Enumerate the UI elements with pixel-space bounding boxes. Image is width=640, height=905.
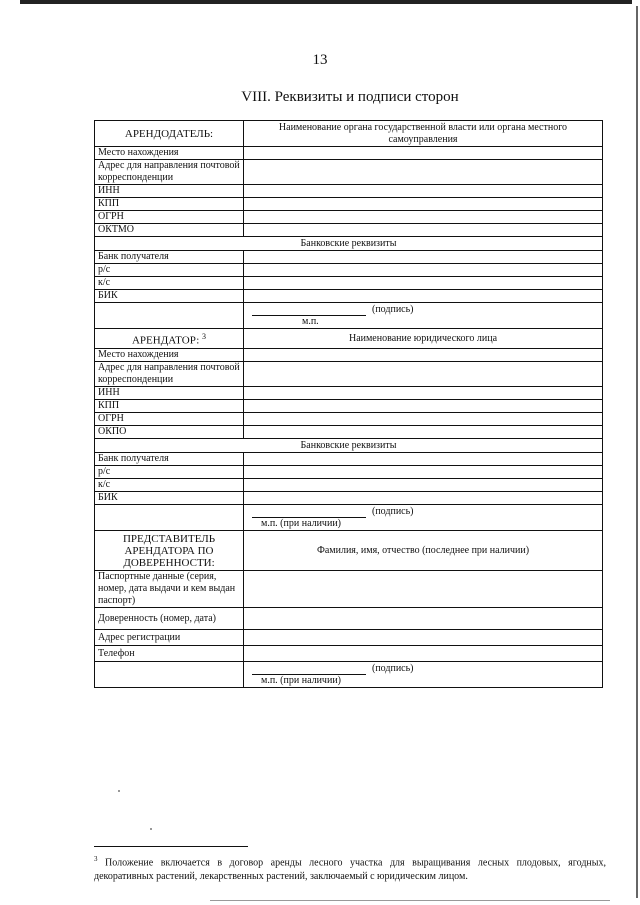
tenant-header-row (95, 329, 603, 349)
tenant-bank-label: к/с (95, 479, 244, 492)
stamp-label: м.п. (при наличии) (261, 517, 341, 529)
lessor-bank-row (95, 251, 603, 264)
representative-name-header: Фамилия, имя, отчество (последнее при наличии) (244, 531, 603, 571)
tenant-field-label: КПП (95, 400, 244, 413)
lessor-header-label: АРЕНДОДАТЕЛЬ: (95, 121, 244, 147)
representative-header-row (95, 531, 603, 571)
tenant-field-row (95, 413, 603, 426)
lessor-field-label: КПП (95, 198, 244, 211)
lessor-header-row (95, 121, 603, 147)
lessor-bank-row (95, 277, 603, 290)
scan-bottom-border (210, 900, 610, 901)
lessor-bank-value[interactable] (244, 251, 603, 264)
representative-field-label: Адрес регистрации (95, 630, 244, 646)
lessor-field-label: ОКТМО (95, 224, 244, 237)
representative-header-label: ПРЕДСТАВИТЕЛЬ АРЕНДАТОРА ПО ДОВЕРЕННОСТИ: (95, 531, 244, 571)
page-number: 13 (312, 52, 328, 68)
lessor-bank-label: к/с (95, 277, 244, 290)
lessor-field-value[interactable] (244, 185, 603, 198)
representative-field-label: Телефон (95, 646, 244, 662)
tenant-bank-label: Банк получателя (95, 453, 244, 466)
tenant-field-value[interactable] (244, 426, 603, 439)
lessor-signature-cell[interactable] (244, 303, 603, 329)
representative-field-row (95, 608, 603, 630)
signature-label: (подпись) (372, 303, 414, 315)
tenant-field-label: ИНН (95, 387, 244, 400)
tenant-field-row (95, 387, 603, 400)
tenant-bank-value[interactable] (244, 492, 603, 505)
scan-speck (118, 790, 120, 792)
lessor-bank-value[interactable] (244, 277, 603, 290)
tenant-bank-value[interactable] (244, 466, 603, 479)
tenant-field-value[interactable] (244, 400, 603, 413)
tenant-field-value[interactable] (244, 413, 603, 426)
requisites-table (94, 120, 603, 688)
representative-field-value[interactable] (244, 571, 603, 608)
footnote-mark: 3 (94, 855, 98, 863)
representative-field-value[interactable] (244, 630, 603, 646)
representative-field-value[interactable] (244, 646, 603, 662)
signature-line (252, 664, 366, 675)
lessor-bank-header-row (95, 237, 603, 251)
footnote-rule (94, 846, 248, 847)
signature-line (252, 305, 366, 316)
lessor-bank-row (95, 264, 603, 277)
tenant-field-label: Адрес для направления почтовой корреспонденции (95, 362, 244, 387)
tenant-field-label: ОКПО (95, 426, 244, 439)
tenant-bank-row (95, 453, 603, 466)
signature-label: (подпись) (372, 662, 414, 674)
lessor-field-value[interactable] (244, 224, 603, 237)
lessor-field-row (95, 198, 603, 211)
tenant-bank-row (95, 466, 603, 479)
lessor-bank-header: Банковские реквизиты (95, 237, 603, 251)
stamp-label: м.п. (302, 315, 319, 327)
representative-field-label: Паспортные данные (серия, номер, дата выдачи и кем выдан паспорт) (95, 571, 244, 608)
lessor-name-header: Наименование органа государственной власти или органа местного самоуправления (244, 121, 603, 147)
lessor-field-value[interactable] (244, 198, 603, 211)
representative-field-row (95, 630, 603, 646)
tenant-bank-header: Банковские реквизиты (95, 439, 603, 453)
section-title: VIII. Реквизиты и подписи сторон (241, 89, 459, 105)
signature-label: (подпись) (372, 505, 414, 517)
representative-signature-row (95, 662, 603, 688)
tenant-bank-row (95, 479, 603, 492)
representative-field-label: Доверенность (номер, дата) (95, 608, 244, 630)
tenant-bank-value[interactable] (244, 479, 603, 492)
lessor-field-value[interactable] (244, 160, 603, 185)
footnote (94, 852, 606, 884)
scan-speck (150, 828, 152, 830)
tenant-header-cell (95, 329, 244, 349)
lessor-field-label: Адрес для направления почтовой корреспонденции (95, 160, 244, 185)
tenant-bank-label: БИК (95, 492, 244, 505)
lessor-bank-value[interactable] (244, 264, 603, 277)
lessor-field-label: Место нахождения (95, 147, 244, 160)
lessor-field-row (95, 224, 603, 237)
tenant-bank-label: р/с (95, 466, 244, 479)
lessor-bank-label: Банк получателя (95, 251, 244, 264)
footnote-reference: 3 (202, 331, 207, 341)
footnote-text: Положение включается в договор аренды лесного участка для выращивания лесных плодовых, ягодных, декоративных растений, лекарственных растений, заключаемый с юридическим лицом. (94, 857, 606, 883)
lessor-bank-label: р/с (95, 264, 244, 277)
lessor-field-value[interactable] (244, 147, 603, 160)
scan-right-border (636, 6, 638, 898)
tenant-signature-row (95, 505, 603, 531)
scan-top-border (20, 0, 632, 4)
representative-field-value[interactable] (244, 608, 603, 630)
tenant-field-row (95, 362, 603, 387)
representative-signature-cell[interactable] (244, 662, 603, 688)
lessor-signature-row (95, 303, 603, 329)
tenant-field-label: ОГРН (95, 413, 244, 426)
tenant-name-header: Наименование юридического лица (244, 329, 603, 349)
lessor-field-value[interactable] (244, 211, 603, 224)
lessor-bank-row (95, 290, 603, 303)
representative-field-row (95, 571, 603, 608)
stamp-label: м.п. (при наличии) (261, 674, 341, 686)
lessor-bank-value[interactable] (244, 290, 603, 303)
lessor-field-row (95, 160, 603, 185)
tenant-field-value[interactable] (244, 362, 603, 387)
lessor-bank-label: БИК (95, 290, 244, 303)
tenant-field-row (95, 426, 603, 439)
tenant-bank-header-row (95, 439, 603, 453)
signature-line (252, 507, 366, 518)
lessor-field-label: ИНН (95, 185, 244, 198)
lessor-field-label: ОГРН (95, 211, 244, 224)
tenant-field-value[interactable] (244, 349, 603, 362)
representative-field-row (95, 646, 603, 662)
tenant-field-label: Место нахождения (95, 349, 244, 362)
lessor-field-row (95, 185, 603, 198)
tenant-field-row (95, 349, 603, 362)
tenant-field-value[interactable] (244, 387, 603, 400)
tenant-signature-cell[interactable] (244, 505, 603, 531)
tenant-field-row (95, 400, 603, 413)
tenant-header-label: АРЕНДАТОР: (131, 334, 200, 347)
tenant-bank-value[interactable] (244, 453, 603, 466)
tenant-bank-row (95, 492, 603, 505)
lessor-field-row (95, 147, 603, 160)
lessor-field-row (95, 211, 603, 224)
